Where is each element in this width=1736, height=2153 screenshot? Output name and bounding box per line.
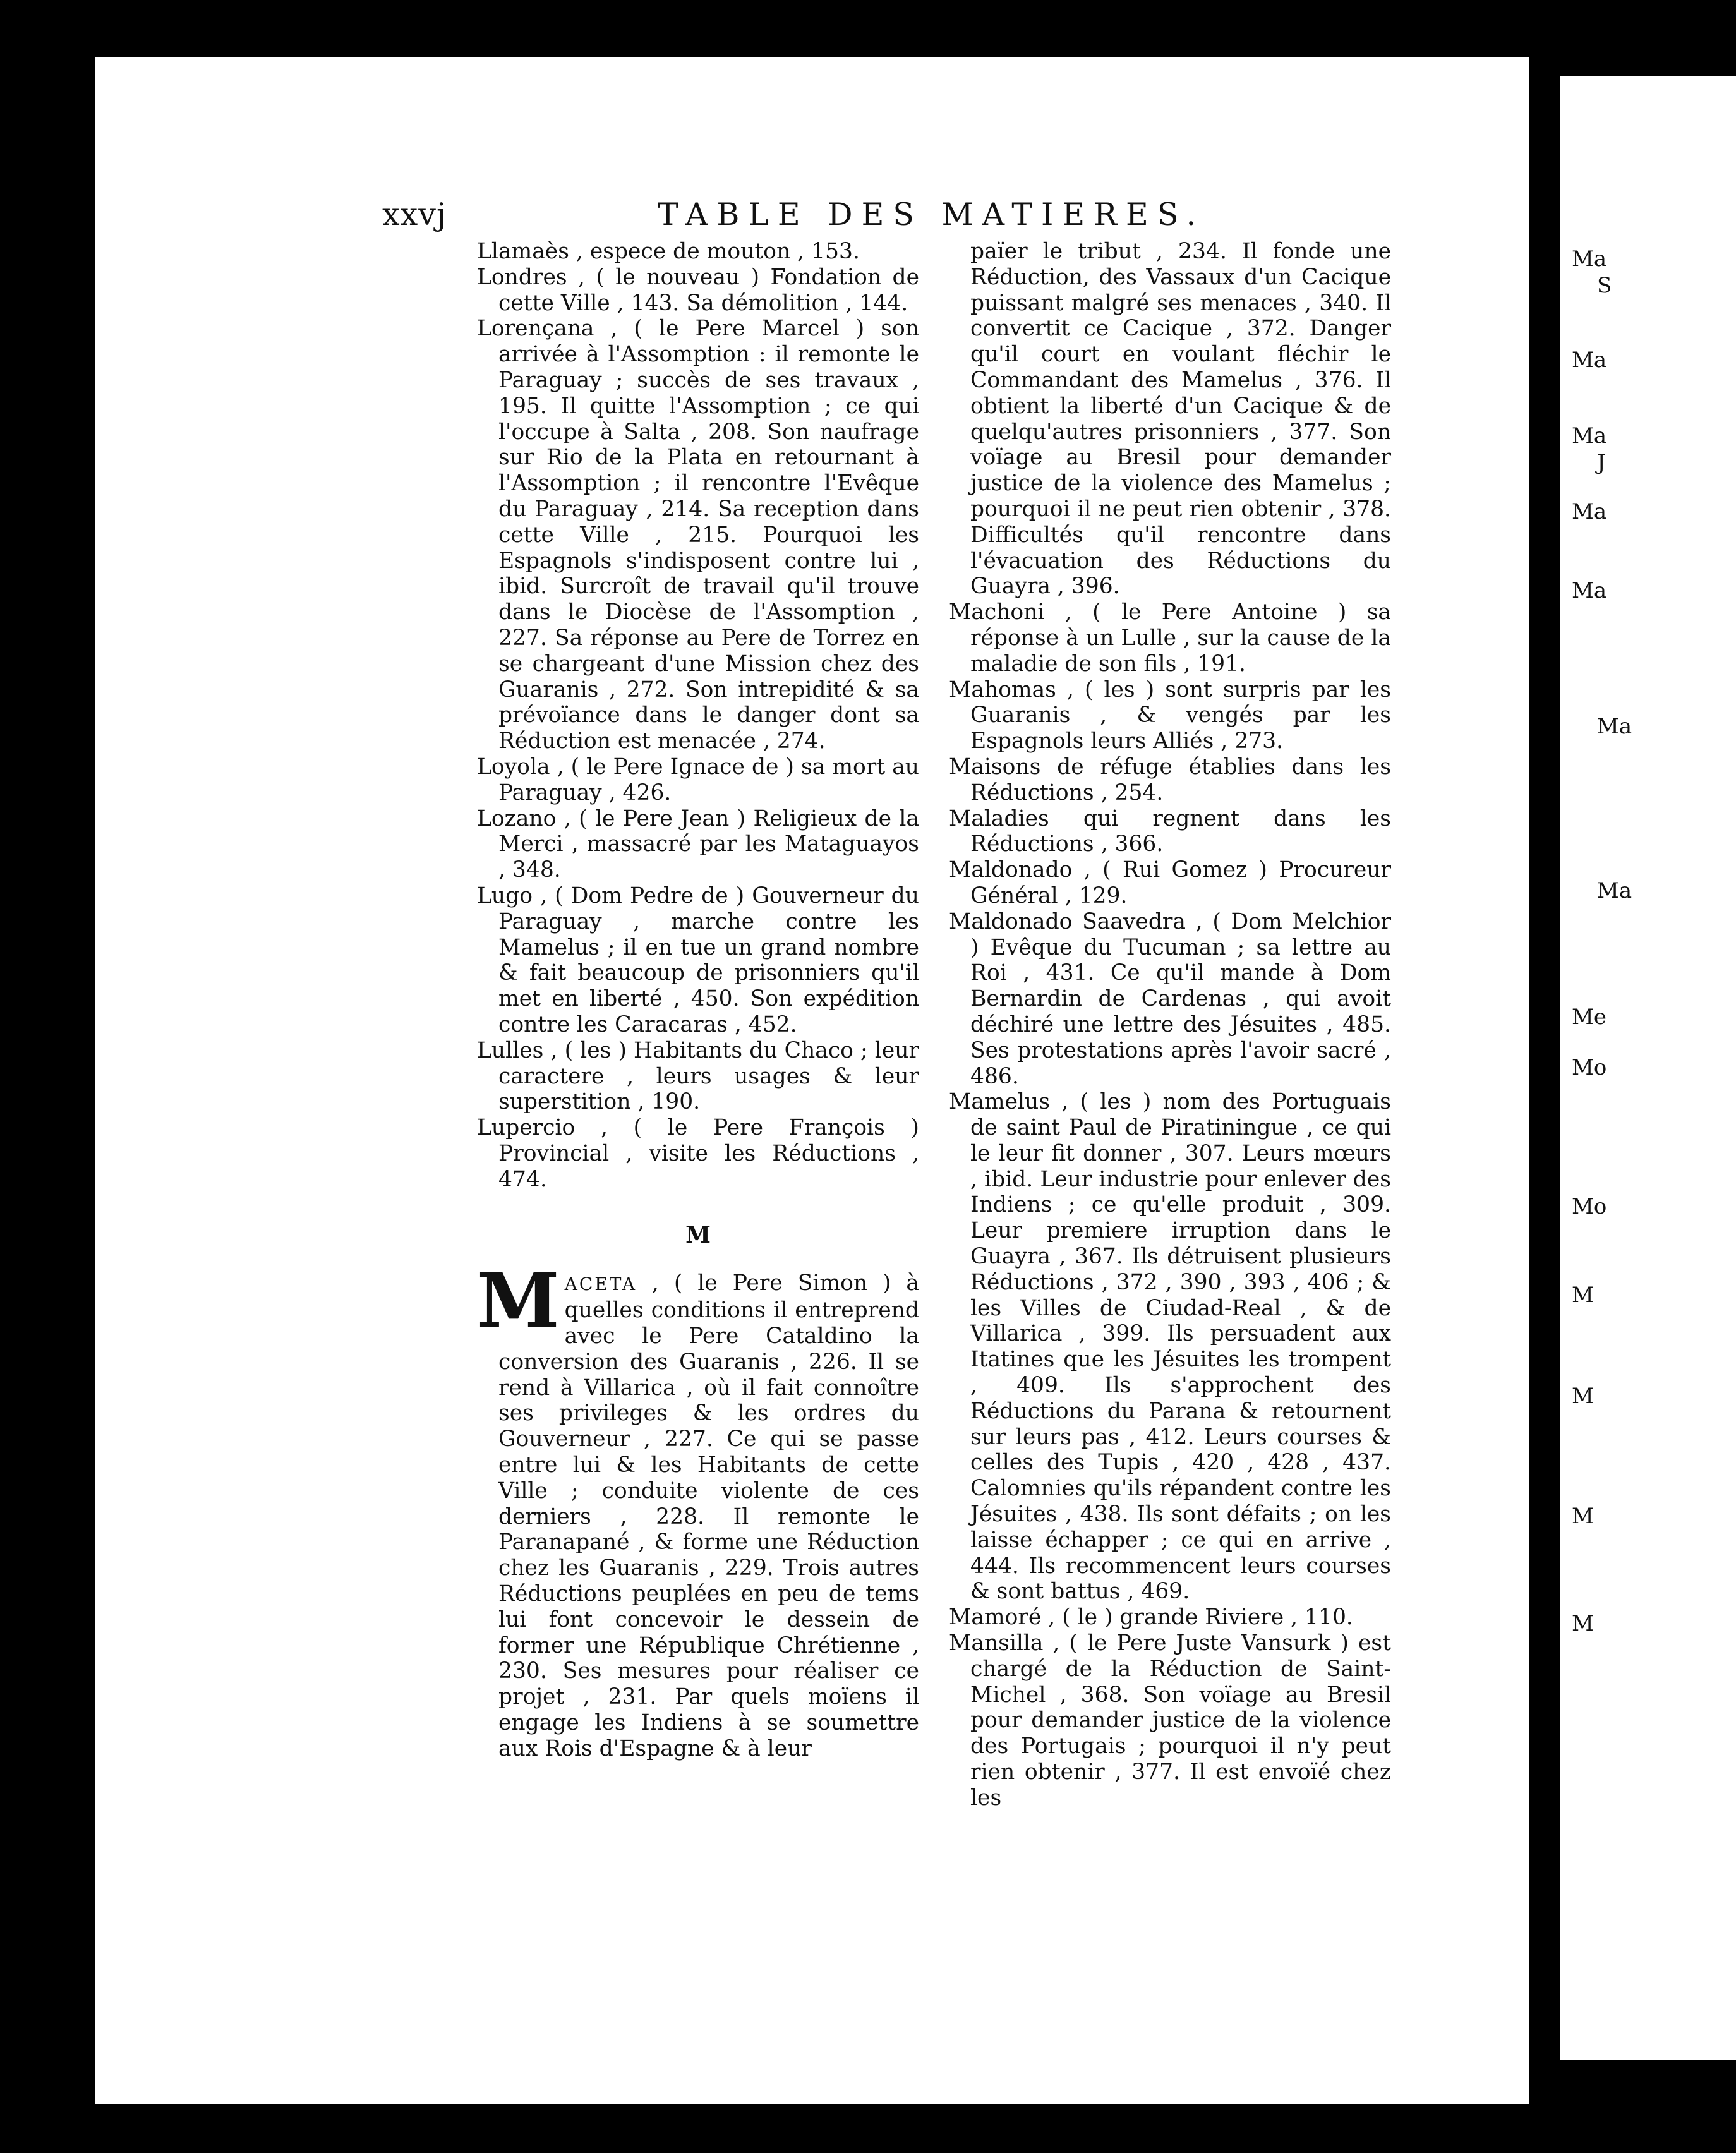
index-entry: Llamaès , espece de mouton , 153. [477,239,860,264]
fragment: S [1597,273,1612,298]
dropcap-word-rest: ACETA [564,1274,637,1295]
fragment: Mo [1572,1194,1607,1219]
fragment: Ma [1572,499,1607,524]
index-entry: Lorençana , ( le Pere Marcel ) son arrivée à l'Assomption : il remonte le Paraguay ; succès de ses travaux , 195. Il quitte l'Assomption ; ce qui l'occupe à Salta , 208. Son naufrage sur Rio de la Plata en retournant à l'Assomption ; il rencontre l'Evêque du Paraguay , 214. Sa reception dans cette Ville , 215. Pourquoi les Espagnols s'indisposent contre lui , ibid. Surcroît de travail qu'il trouve dans le Diocèse de l'Assomption , 227. Sa réponse au Pere de Torrez en se chargeant d'une Mission chez des Guaranis , 272. Son intrepidité & sa prévoïance dans le danger dont sa Réduction est menacée , 274. [477,316,919,754]
index-entry: Mamoré , ( le ) grande Riviere , 110. [949,1605,1353,1631]
section-letter-heading: M [685,1222,711,1249]
fragment: M [1572,1282,1594,1308]
running-title: TABLE DES MATIERES. [658,196,1205,232]
fragment: Me [1572,1004,1606,1030]
fragment: Ma [1597,714,1632,739]
index-entry: Maldonado , ( Rui Gomez ) Procureur Général , 129. [949,857,1391,908]
fragment: J [1597,450,1606,475]
dropcap-index-entry [477,1257,919,1761]
index-entry: Lozano , ( le Pere Jean ) Religieux de la Merci , massacré par les Mataguayos , 348. [477,805,919,883]
index-entry: Mansilla , ( le Pere Juste Vansurk ) est chargé de la Réduction de Saint-Michel , 368. Son voïage au Bresil pour demander justice de la violence des Portugais ; pourquoi il n'y peut rien obtenir , 377. Il est envoïé chez les [949,1631,1391,1811]
fragment: M [1572,1504,1594,1529]
index-entry: Lulles , ( les ) Habitants du Chaco ; leur caractere , leurs usages & leur superstition , 190. [477,1037,919,1115]
folio: xxvj [382,196,447,232]
index-entry: Mamelus , ( les ) nom des Portuguais de saint Paul de Piratiningue , ce qui le leur fit donner , 307. Leurs mœurs , ibid. Leur industrie pour enlever des Indiens ; ce qu'elle produit , 309. Leur premiere irruption dans le Guayra , 367. Ils détruisent plusieurs Réductions , 372 , 390 , 393 , 406 ; & les Villes de Ciudad-Real , & de Villarica , 399. Ils persuadent aux Itatines que les Jésuites les trompent , 409. Ils s'approchent des Réductions du Parana & retournent sur leurs pas , 412. Leurs courses & celles des Tupis , 420 , 428 , 437. Calomnies qu'ils répandent contre les Jésuites , 438. Ils sont défaits ; on les laisse échapper ; ce qui en arrive , 444. Ils recommencent leurs courses & sont battus , 469. [949,1089,1391,1605]
fragment: M [1572,1384,1594,1409]
dropcap-entry-text: , ( le Pere Simon ) à quelles conditions il entreprend avec le Pere Cataldino la conversion des Guaranis , 226. Il se rend à Villarica , où il fait connoître ses privileges & les ordres du Gouverneur , 227. Ce qui se passe entre lui & les Habitants de cette Ville ; conduite violente de ces derniers , 228. Il remonte le Paranapané , & forme une Réduction chez les Guaranis , 229. Trois autres Réductions peuplées en peu de tems lui font concevoir le dessein de former une République Chrétienne , 230. Ses mesures pour réaliser ce projet , 231. Par quels moïens il engage les Indiens à se soumettre aux Rois d'Espagne & à leur [498,1270,919,1761]
fragment: Ma [1572,423,1607,449]
index-entry: Londres , ( le nouveau ) Fondation de cette Ville , 143. Sa démolition , 144. [477,264,919,316]
fragment: Ma [1572,578,1607,603]
index-entry: Machoni , ( le Pere Antoine ) sa réponse à un Lulle , sur la cause de la maladie de son fils , 191. [949,600,1391,677]
index-entry: Mahomas , ( les ) sont surpris par les Guaranis , & vengés par les Espagnols leurs Alliés , 273. [949,677,1391,754]
index-entry: Lugo , ( Dom Pedre de ) Gouverneur du Paraguay , marche contre les Mamelus ; il en tue un grand nombre & fait beaucoup de prisonniers qu'il met en liberté , 450. Son expédition contre les Caracaras , 452. [477,883,919,1037]
adjacent-page-fragments [1572,221,1736,2053]
index-entry: Lupercio , ( le Pere François ) Provincial , visite les Réductions , 474. [477,1115,919,1192]
dropcap-letter: M [477,1257,560,1345]
fragment: M [1572,1611,1594,1636]
index-entry: Maisons de réfuge établies dans les Réductions , 254. [949,754,1391,805]
index-entry: Maldonado Saavedra , ( Dom Melchior ) Evêque du Tucuman ; sa lettre au Roi , 431. Ce qu'il mande à Dom Bernardin de Cardenas , qui avoit déchiré une lettre des Jésuites , 485. Ses protestations après l'avoir sacré , 486. [949,908,1391,1089]
right-column [949,239,1391,1856]
index-entry: Loyola , ( le Pere Ignace de ) sa mort au Paraguay , 426. [477,754,919,805]
fragment: Ma [1597,878,1632,903]
fragment: Ma [1572,246,1607,272]
fragment: Ma [1572,347,1607,373]
page-header [382,193,1279,237]
left-column [477,239,919,1856]
continuation-text: païer le tribut , 234. Il fonde une Réduction, des Vassaux d'un Cacique puissant malgré ses menaces , 340. Il convertit ce Cacique , 372. Danger qu'il court en voulant fléchir le Commandant des Mamelus , 376. Il obtient la liberté d'un Cacique & de quelqu'autres prisonniers , 377. Son voïage au Bresil pour demander justice de la violence des Mamelus ; pourquoi il ne peut rien obtenir , 378. Difficultés qu'il rencontre dans l'évacuation des Réductions du Guayra , 396. [970,239,1391,600]
index-entry: Maladies qui regnent dans les Réductions , 366. [949,805,1391,857]
fragment: Mo [1572,1055,1607,1080]
